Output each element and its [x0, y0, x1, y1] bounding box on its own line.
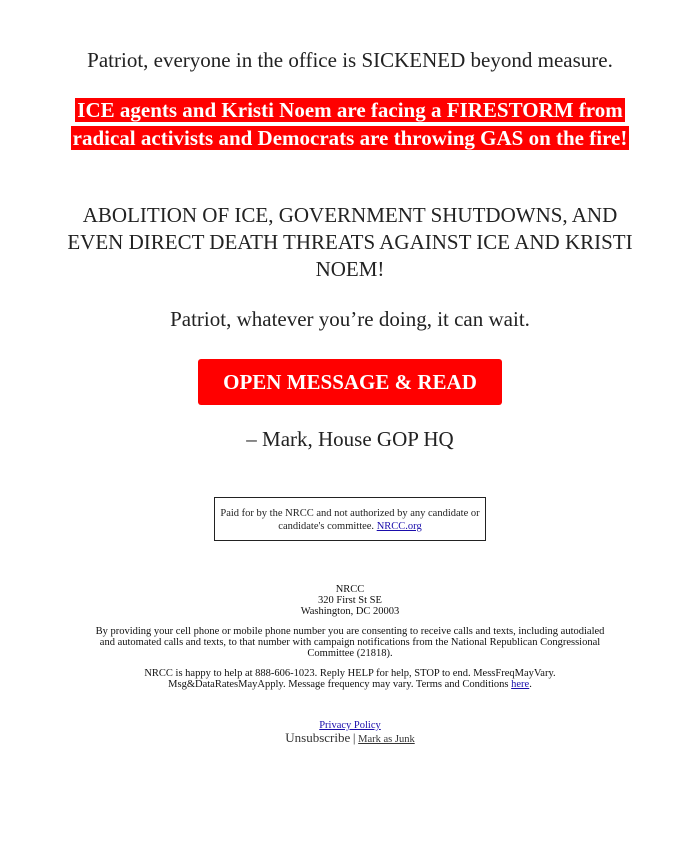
city: Washington, DC 20003: [300, 606, 400, 617]
terms-link[interactable]: here: [511, 679, 530, 690]
street: 320 First St SE: [318, 595, 382, 606]
mark-as-junk-link[interactable]: Mark as Junk: [358, 734, 415, 745]
help-paragraph: NRCC is happy to help at 888-606-1023. Reply HELP for help, STOP to end. MessFreqMayVary. Msg&DataRatesMayApply. Message frequency may vary. Terms and Conditions here.: [144, 668, 556, 690]
address: [90, 584, 610, 617]
disclaimer-text: Paid for by the NRCC and not authorized by any candidate or candidate's committee.: [220, 508, 480, 532]
privacy-policy-link[interactable]: Privacy Policy: [319, 720, 381, 731]
org-name: NRCC: [335, 584, 365, 595]
separator: |: [352, 730, 356, 745]
highlight-text: [50, 96, 650, 152]
open-message-button[interactable]: OPEN MESSAGE & READ: [198, 359, 502, 405]
unsubscribe-link[interactable]: Unsubscribe: [285, 730, 351, 745]
intro-text: Patriot, everyone in the office is SICKENED beyond measure.: [87, 48, 613, 72]
headline-text: ABOLITION OF ICE, GOVERNMENT SHUTDOWNS, AND EVEN DIRECT DEATH THREATS AGAINST ICE AND KRISTI NOEM!: [67, 203, 633, 281]
consent-text: By providing your cell phone or mobile phone number you are consenting to receive calls and texts, including autodialed and automated calls and texts, to that number with campaign notifications from the National Republican Congressional Committee (21818).: [95, 626, 605, 659]
highlight-span: ICE agents and Kristi Noem are facing a FIRESTORM from radical activists and Democrats are throwing GAS on the fire!: [72, 98, 628, 150]
disclaimer-box: [214, 497, 486, 541]
footer-links: [0, 720, 700, 746]
help-text: NRCC is happy to help at 888-606-1023. Reply HELP for help, STOP to end. MessFreqMayVary. Msg&DataRatesMayApply. Message frequency may vary. Terms and Conditions: [144, 668, 556, 690]
urge-text: Patriot, whatever you’re doing, it can wait.: [170, 307, 530, 331]
nrcc-link[interactable]: NRCC.org: [376, 521, 422, 532]
signature: – Mark, House GOP HQ: [246, 427, 454, 451]
footer: [90, 584, 610, 699]
